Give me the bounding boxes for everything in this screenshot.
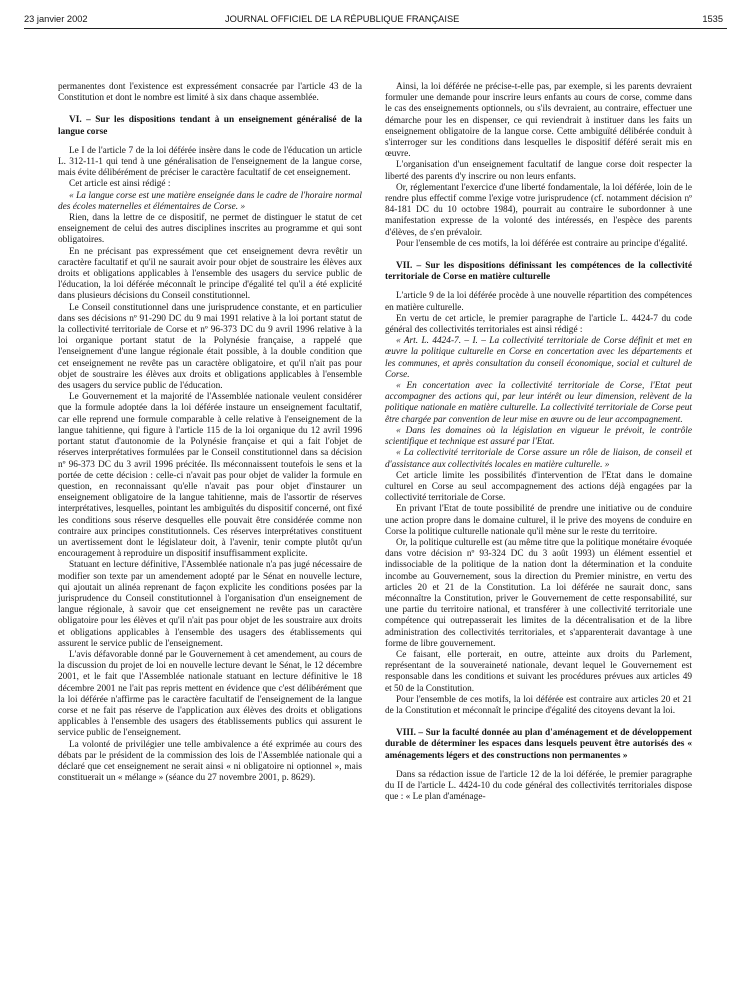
paragraph: En privant l'Etat de toute possibilité de prendre une initiative ou de conduire une action propre dans le domaine culturel, il le prive des moyens de conduire en Corse la politique culturelle nationale qu'il mène sur le reste du territoire. bbox=[385, 504, 692, 537]
paragraph: Pour l'ensemble de ces motifs, la loi déférée est contraire aux articles 20 et 21 de la Constitution et méconnaît le principe d'égalité des citoyens devant la loi. bbox=[385, 694, 692, 716]
quotation: « La langue corse est une matière enseignée dans le cadre de l'horaire normal des écoles maternelles et élémentaires de Corse. » bbox=[58, 190, 362, 212]
paragraph: En vertu de cet article, le premier paragraphe de l'article L. 4424-7 du code général des collectivités territoriales est ainsi rédigé : bbox=[385, 313, 692, 336]
paragraph: L'organisation d'un enseignement facultatif de langue corse doit respecter la liberté des parents d'y inscrire ou non leurs enfants. bbox=[385, 160, 692, 182]
paragraph: Pour l'ensemble de ces motifs, la loi déférée est contraire au principe d'égalité. bbox=[396, 238, 688, 249]
paragraph: L'avis défavorable donné par le Gouvernement à cet amendement, au cours de la discussion du projet de loi en nouvelle lecture devant le Sénat, le 12 décembre 2001, et le fait que l'Assemblée nationale statuant en lecture définitive le 18 décembre 2001 ne l'ait pas repris mettent en évidence que c'est délibérément que la loi déférée n'affirme pas le caractère facultatif de l'enseignement de la langue corse et ne fait pas réserve de l'application aux élèves des droits et obligations applicables à l'ensemble des usagers des établissements publics qui assurent le service public de l'enseignement. bbox=[58, 649, 362, 739]
paragraph: Ce faisant, elle porterait, en outre, atteinte aux droits du Parlement, représentant de la souveraineté nationale, devant lequel le Gouvernement est responsable dans les conditions et suivant les procédures prévues aux articles 49 et 50 de la Constitution. bbox=[385, 649, 692, 694]
paragraph: Le I de l'article 7 de la loi déférée insère dans le code de l'éducation un article L. 312-11-1 qui tend à une généralisation de l'enseignement de la langue corse, mais évite délibérément de préciser le caractère facultatif de cet enseignement. bbox=[58, 145, 362, 179]
paragraph: Cet article est ainsi rédigé : bbox=[69, 179, 171, 190]
paragraph: permanentes dont l'existence est expressément consacrée par l'article 43 de la Constitution et dont le nombre est limité à six dans chaque assemblée. bbox=[58, 82, 362, 104]
page-number: 1535 bbox=[702, 14, 723, 24]
quotation: « En concertation avec la collectivité territoriale de Corse, l'Etat peut accompagner des actions qui, par leur intérêt ou leur dimension, relèvent de la politique nationale en matière culturelle. La collectivité territoriale de Corse peut être chargée par convention de leur mise en œuvre ou de leur accompagnement. bbox=[385, 381, 692, 425]
paragraph: Or, réglementant l'exercice d'une liberté fondamentale, la loi déférée, loin de le rendre plus effectif comme l'exige votre jurisprudence (cf. notamment décision nº 84-181 DC du 10 octobre 1984), pourrait au contraire le subordonner à une manifestation expresse de la volonté des intéressés, en l'espèce des parents d'élèves, de s'en prévaloir. bbox=[385, 182, 692, 238]
quotation: « La collectivité territoriale de Corse assure un rôle de liaison, de conseil et d'assistance aux collectivités locales en matière culturelle. » bbox=[385, 448, 692, 470]
issue-date: 23 janvier 2002 bbox=[24, 14, 88, 24]
paragraph: Le Conseil constitutionnel dans une jurisprudence constante, et en particulier dans ses décisions nº 91-290 DC du 9 mai 1991 relative à la loi portant statut de la collectivité territoriale de Corse et nº 96-373 DC du 9 avril 1996 relative à la loi organique portant statut de la Polynésie française, a rappelé que l'enseignement d'une langue régionale était possible, à la double condition que cet enseignement ne revête pas un caractère obligatoire, et qu'il n'ait pas pour objet de soustraire les élèves aux droits et obligations applicables à l'ensemble des usagers du service public de l'éducation. bbox=[58, 302, 362, 392]
paragraph: Le Gouvernement et la majorité de l'Assemblée nationale veulent considérer que la formule adoptée dans la loi déférée instaure un enseignement facultatif, car elle reprend une formule comparable à celle relative à l'enseignement de la langue tahitienne, qui figure à l'article 115 de la loi organique du 12 avril 1996 portant statut d'autonomie de la Polynésie française et qui a fait l'objet de réserves interprétatives formulées par le Conseil constitutionnel dans sa décision nº 96-373 DC du 3 avril 1996 précitée. Ils méconnaissent toutefois le sens et la portée de cette décision : celle-ci n'avait pas pour objet de valider la formule en question, en reconnaissant qu'elle n'avait pas pour objet d'instaurer un enseignement obligatoire de la langue tahitienne, mais de l'assortir de réserves interprétatives, lesquelles, pointant les ambiguïtés du dispositif concerné, ont fixé les conditions sous réserve desquelles elle pouvait être considérée comme non contraire aux principes constitutionnels. Ces réserves interprétatives constituent un avertissement dont le législateur doit, à l'avenir, tenir compte plutôt qu'un encouragement à reproduire un dispositif insuffisamment explicite. bbox=[58, 392, 362, 560]
paragraph: Ainsi, la loi déférée ne précise-t-elle pas, par exemple, si les parents devraient formuler une demande pour inscrire leurs enfants au cours de corse, comme dans le cas des enseignements optionnels, ou s'ils devraient, au contraire, effectuer une démarche pour les en dispenser, ce qui reviendrait à instituer dans les faits un enseignement obligatoire de la langue corse. Cette ambiguïté délibérée conduit à s'interroger sur les conditions dans lesquelles le dispositif déféré serait mis en œuvre. bbox=[385, 82, 692, 160]
paragraph: Dans sa rédaction issue de l'article 12 de la loi déférée, le premier paragraphe du II de l'article L. 4424-10 du code général des collectivités territoriales dispose que : « Le plan d'aménage- bbox=[385, 769, 692, 803]
paragraph: En ne précisant pas expressément que cet enseignement devra revêtir un caractère facultatif et qu'il ne saurait avoir pour objet de soustraire les élèves aux droits et obligations applicables à l'ensemble des usagers du service public de l'éducation, la loi déférée méconnaît le principe d'égalité tel qu'il a été explicité dans plusieurs décisions du Conseil constitutionnel. bbox=[58, 246, 362, 302]
quotation: « Art. L. 4424-7. – I. – La collectivité territoriale de Corse définit et met en œuvre la politique culturelle en Corse en concertation avec les départements et les communes, et après consultation du conseil économique, social et culturel de Corse. bbox=[385, 336, 692, 380]
header-rule bbox=[24, 28, 727, 29]
paragraph: Statuant en lecture définitive, l'Assemblée nationale n'a pas jugé nécessaire de modifier son texte par un amendement adopté par le Sénat en nouvelle lecture, qui ajoutait un alinéa reprenant de façon explicite les conditions posées par la jurisprudence du Conseil constitutionnel à l'organisation d'un enseignement de langue régionale, à savoir que cet enseignement ne revête pas un caractère obligatoire pour les élèves et qu'il n'ait pas pour objet de les soustraire aux droits et obligations applicables à l'ensemble des usagers des établissements qui assurent le service public de l'enseignement. bbox=[58, 560, 362, 649]
paragraph: L'article 9 de la loi déférée procède à une nouvelle répartition des compétences en matière culturelle. bbox=[385, 291, 692, 313]
section-heading-viii: VIII. – Sur la faculté donnée au plan d'aménagement et de développement durable de déterminer les espaces dans lesquels peuvent être autorisés des « aménagements légers et des constructions non permanentes » bbox=[385, 728, 692, 761]
quotation: « Dans les domaines où la législation en vigueur le prévoit, le contrôle scientifique et technique est assuré par l'Etat. bbox=[385, 425, 692, 448]
paragraph: Rien, dans la lettre de ce dispositif, ne permet de distinguer le statut de cet enseignement de celui des autres disciplines inscrites au programme et qui sont obligatoires. bbox=[58, 213, 362, 246]
running-header bbox=[24, 14, 727, 28]
paragraph: La volonté de privilégier une telle ambivalence a été exprimée au cours des débats par le président de la commission des lois de l'Assemblée nationale qui a déclaré que cet enseignement ne serait ainsi « ni obligatoire ni optionnel », mais constituerait un « mélange » (séance du 27 novembre 2001, p. 8629). bbox=[58, 739, 362, 784]
section-heading-vi: VI. – Sur les dispositions tendant à un enseignement généralisé de la langue corse bbox=[58, 115, 362, 137]
section-heading-vii: VII. – Sur les dispositions définissant les compétences de la collectivité territoriale de Corse en matière culturelle bbox=[385, 261, 692, 283]
right-column bbox=[385, 82, 692, 803]
paragraph: Cet article limite les possibilités d'intervention de l'Etat dans le domaine culturel en Corse au seul accompagnement des actions déjà engagées par la collectivité territoriale de Corse. bbox=[385, 470, 692, 504]
paragraph: Or, la politique culturelle est (au même titre que la politique monétaire évoquée dans votre décision nº 93-324 DC du 3 août 1993) un élément essentiel et indissociable de la politique de la nation dont la détermination et la conduite incombe au Gouvernement, sous la direction du Premier ministre, en vertu des articles 20 et 21 de la Constitution. La loi déférée ne saurait donc, sans méconnaître la Constitution, priver le Gouvernement de cette responsabilité, sur une partie du territoire national, et transférer à une collectivité territoriale une compétence qui outrepasserait les limites de la décentralisation et de la libre administration des collectivités territoriales, et s'apparenterait davantage à une forme de libre gouvernement. bbox=[385, 537, 692, 649]
journal-title: JOURNAL OFFICIEL DE LA RÉPUBLIQUE FRANÇAISE bbox=[225, 14, 460, 24]
left-column bbox=[58, 82, 362, 784]
